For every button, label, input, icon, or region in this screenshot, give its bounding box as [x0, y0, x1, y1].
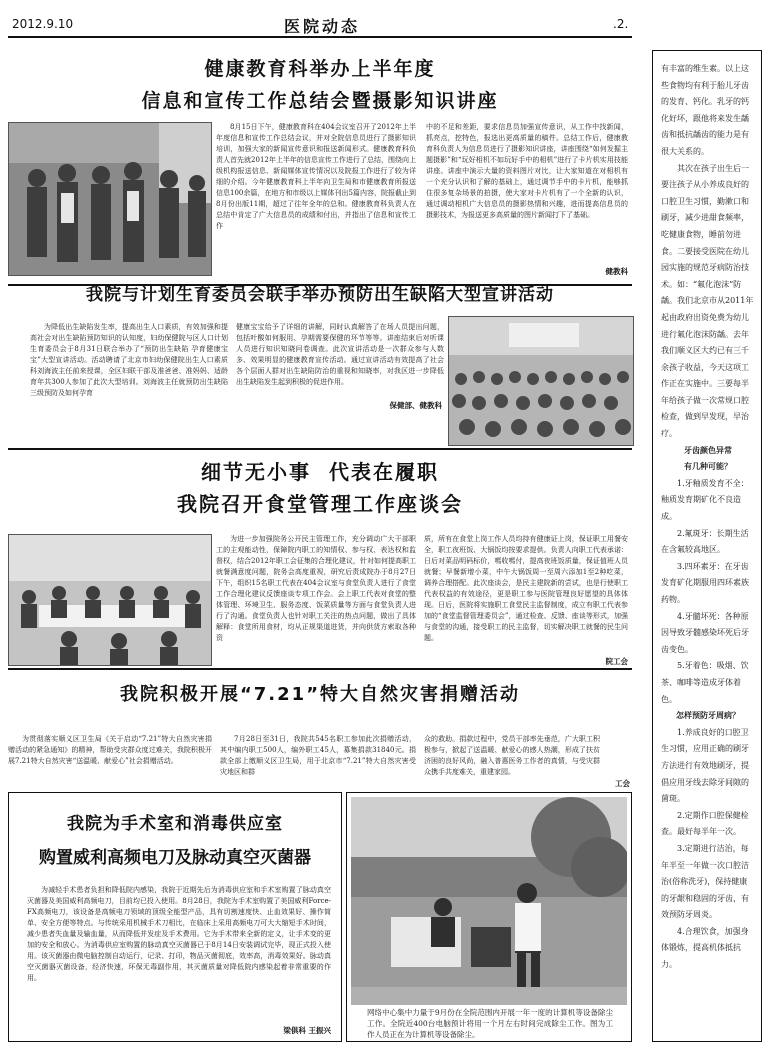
article4-column1: 为贯彻落实顺义区卫生局《关于启动“7.21”特大自然灾害捐赠活动的紧急通知》的精神，帮助受灾群众度过难关，我院积极开展7.21特大自然灾害“送温暖、献爱心”社会捐赠活动。 [8, 735, 212, 765]
sidebar-paragraph: 其次在孩子出生后一要注孩子从小养成良好的口腔卫生习惯，勤漱口和刷牙，减少进甜食频率，吃健康食物，睡前勿进食。二要接受医院在幼儿园实施的规范牙病防治技术。如：“氟化泡沫”防龋。我们北京市从2011年起由政府出资免费为幼儿进行氟化泡沫防龋。去年我们顺义区大约已有三千余孩子收益，今天这项工作正在实施中。三要每半年给孩子做一次常规口腔检查，做到早发现，早治疗。 [661, 163, 754, 439]
article5-title-line2: 购置威利高频电刀及脉动真空灭菌器 [39, 848, 311, 868]
article4-signature: 工会 [615, 779, 630, 788]
sidebar-list-item: 2.定期作口腔保健检查。最好每半年一次。 [661, 810, 749, 837]
article-birth-defects [8, 286, 632, 446]
sidebar-list-item: 5.牙着色：吸烟、饮茶、咖啡等造成牙体着色。 [661, 661, 749, 704]
article1-signature: 健教科 [605, 267, 628, 276]
divider-2 [8, 448, 632, 450]
sidebar-content [661, 61, 755, 974]
article-canteen-meeting [8, 452, 632, 670]
article1-title-line2: 信息和宣传工作总结会暨摄影知识讲座 [141, 90, 499, 112]
article2-column1: 为降低出生缺陷发生率，提高出生人口素质，有效加强和提高社会对出生缺陷预防知识的认知度，妇幼保健院与区人口计划生育委员会于8月31日联合举办了“预防出生缺陷 孕育健康宝宝”大型宣讲活动。活动聘请了北京市妇幼保健院出生人口素质科刘海波主任前来授课，全区妇联干部及准爸爸、准妈妈、适龄育年共300人参加了此次大型培训。刘海波主任就预防出生缺陷三级预防及如何孕育 [30, 323, 228, 397]
masthead [0, 0, 768, 42]
sidebar-list-item: 3.定期进行洁治，每年半至一年做一次口腔洁治(俗称洗牙)，保持健康的牙龈和稳固的牙齿，有效预防牙周炎。 [661, 843, 749, 920]
issue-date: 2012.9.10 [12, 17, 74, 31]
divider-3 [8, 668, 632, 670]
article3-column1: 为进一步加强院务公开民主管理工作，充分调动广大干部职工的主观能动性，保障院内职工的知情权、参与权、表达权和监督权，结合2012年职工会征集的合理化建议，针对如何提高职工就餐满意度问题，院务会高度重视，研究后责成院办于8月27日下午，组织15名职工代表在404会议室与食堂负责人进行了食堂工作合理化建议反馈座谈专项工作会。会上职工代表对食堂的整体管理、环境卫生、服务态度、饭菜质量等方面与食堂负责人进行了沟通。食堂负责人也针对职工关注的热点问题，做出了具体解释：食堂所用食材，均从正规渠道进货，并向供货方索取各种资 [216, 535, 416, 642]
article1-column2: 中的不足和差距，要求信息员加强宣传意识，从工作中找新闻，抓亮点，挖特色，报选出更高质量的稿件。总结工作后，健康教育科负责人为信息员进行了摄影知识讲座，讲座围绕“如何发掘主题摄影”和“玩好相机不如玩好手中的相机”进行了卡片机实用技能讲座。讲座中演示大量的资料图片对比，让大家知道在对相机有一个充分认识和了解的基础上，通过调节手中的卡片机，能够抓住很多复杂场景的拍摄，使大家对卡片机有了一个全新的认识，通过调动相机广大信息员的摄影热情和兴趣，进而提高信息员的摄影技术，为报送更多高质量的图片新闻打下了基础。 [426, 123, 628, 219]
article3-signature: 院工会 [605, 657, 628, 666]
sidebar-list-item: 2.氟斑牙：长期生活在含氟较高地区。 [661, 528, 749, 555]
sidebar-list-item: 4.牙髓坏死：各种原因导致牙髓感染坏死后牙齿变色。 [661, 611, 749, 654]
photo-photography-lecture [8, 122, 212, 276]
article3-title-line2: 我院召开食堂管理工作座谈会 [177, 492, 463, 516]
article1-title-line1: 健康教育科举办上半年度 [204, 58, 436, 80]
photo-caption: 网络中心集中力量于9月份在全院范围内开展一年一度的计算机等设备除尘工作。全院近400台电脑预计将用一个月左右时间完成除尘工作。图为工作人员正在为计算机等设备除尘。 [367, 1008, 613, 1039]
sidebar-list-item: 1.牙釉质发育不全：釉质发育期矿化不良造成。 [661, 478, 749, 522]
sidebar-list-item: 4.合理饮食，加强身体锻炼，提高机体抵抗力。 [661, 926, 749, 970]
article5-signature: 梁俱科 王振兴 [283, 1026, 331, 1035]
sidebar-paragraph: 有丰富的维生素。以上这些食物均有利于胎儿牙齿的发育、钙化。乳牙的钙化好坏，跟他将来发生龋齿和抵抗龋齿的能力是有很大关系的。 [661, 64, 749, 156]
article4-column2: 7月28日至31日，我院共545名职工参加此次捐赠活动，其中编内职工500人，编外职工45人，募集捐款31840元。捐款全部上缴顺义区卫生局，用于北京市“7.21”特大自然灾害受灾地区和群 [220, 735, 416, 776]
article-disaster-donation [8, 672, 632, 792]
photo-computer-dust-cleaning [351, 797, 627, 1005]
sidebar-dental-health [652, 50, 762, 1042]
sidebar-heading: 有几种可能？ [684, 462, 732, 472]
article2-column2: 健康宝宝给予了详细的讲解，同时认真解答了在场人员提出问题，包括叶酸如何服用、孕期需要保健的环节等等。讲座结束后对听课人员进行知识知晓问卷调查。此次宣讲活动是一次群众参与人数多、效果明显的健康教育宣传活动。通过宣讲活动有效提高了社会各个层面人群对出生缺陷防治的重视和知晓率，对我区进一步降低出生缺陷发生起到积极的促进作用。 [236, 323, 444, 386]
section-title: 医院动态 [284, 17, 361, 36]
article3-title-line1: 细节无小事 代表在履职 [201, 460, 439, 484]
photo-birth-defect-lecture [448, 316, 634, 446]
photo-news-box [346, 792, 632, 1042]
page-number: .2. [613, 17, 629, 31]
sidebar-list-item: 3.四环素牙：在牙齿发育矿化期服用四环素族药物。 [661, 561, 749, 604]
article3-column2: 质，所有在食堂上岗工作人员均持有健康证上岗，保证职工用餐安全，职工夜班饭、大锅饭均按要求提供。负责人向职工代表承诺：日后对菜品明码标价，嗎收嗎付，提高夜班饭质量，保证值班人员就餐；早餐新增小菜，中午大锅饭周一至周六添加1至2种吃菜，调养合理搭配。此次座谈会，是民主建院新的尝试，也是行使职工代表权益的有效途径，更是职工参与医院管理良好愿望的具体体现。日后，医院将实施职工食堂民主监督制度，成立有职工代表参加的“食堂监督管理委员会”，通过检查、反馈、座谈等形式，加强与食堂的沟通，接受职工的民主监督，切实解决职工就餐的民生问题。 [424, 535, 628, 642]
article4-title: 我院积极开展“7.21”特大自然灾害捐赠活动 [119, 684, 521, 705]
article1-column1: 8月15日下午，健康教育科在404会议室召开了2012年上半年度信息和宣传工作总结会议，并对全院信息员进行了摄影知识培训，加强大家的新闻宣传意识和报送新闻形式。健康教育科负责人首先就2012年上半年的信息宣传工作进行了总结，围绕向上级机构报送信息、新闻媒体宣传情况以及院报工作进行了较为详细的介绍。今年健康教育科上半年向卫生局和市健康教育所报送信息100余篇，在地方和市级以上媒体刊出5篇内容，院报截止到8月份出版11期，超过了往年全年的总和。健康教育科负责人在总结中肯定了广大信息员的成绩和付出，并指出了信息和宣传工作 [216, 123, 416, 230]
article4-column3: 众的救助。捐款过程中，党员干部率先垂范，广大职工积极参与，掀起了送温暖、献爱心的感人热潮，形成了扶贫济困的良好风尚，融入普惠医务工作者的真情，与受灾群众携手共度难关，重建家园。 [424, 735, 600, 776]
sidebar-heading: 牙齿颜色异常 [684, 445, 732, 455]
article5-text: 为减轻手术患者负担和降低院内感染，我院于近期先后为消毒供应室和手术室购置了脉动真空灭菌器及美国威利高频电刀，目前均已投入使用。8月28日，我院为手术室购置了美国威利Force-FX高频电刀，该设备是高频电刀领域的顶级全能型产品，具有切割速度快、止血效果好、操作简单、安全方便等特点。与传统采用机械手术刀相比，在临床上采用高频电刀可大大缩短手术时间，减少患者失血量及输血量，从而降低并发症及手术费用。它为手术带来全新的定义，让手术变的更加的安全和放心。为消毒供应室购置的脉动真空灭菌器已于8月14日安装调试完毕，现正式投入使用。该灭菌器由微电脑控制自动运行，记录、打印，物品灭菌彻底，效率高，消毒效果好。脉动真空灭菌器灭菌设备，经济快速，环保无毒副作用，其灭菌质量对降低院内感染起着非常重要的作用。 [27, 886, 331, 982]
photo-canteen-meeting [8, 534, 212, 666]
article2-title: 我院与计划生育委员会联手举办预防出生缺陷大型宣讲活动 [86, 285, 554, 305]
sidebar-list-item: 1.养成良好的口腔卫生习惯，应用正确的刷牙方法进行有效地刷牙，提倡应用牙线去除牙间隙的菌斑。 [661, 727, 749, 804]
sidebar-heading: 怎样预防牙周病？ [676, 711, 740, 721]
article5-title-line1: 我院为手术室和消毒供应室 [67, 814, 283, 834]
masthead-rule [8, 36, 632, 38]
article-sterilizer-purchase [8, 792, 342, 1042]
article-health-education [8, 44, 632, 286]
article2-signature: 保健部、健教科 [389, 401, 442, 410]
